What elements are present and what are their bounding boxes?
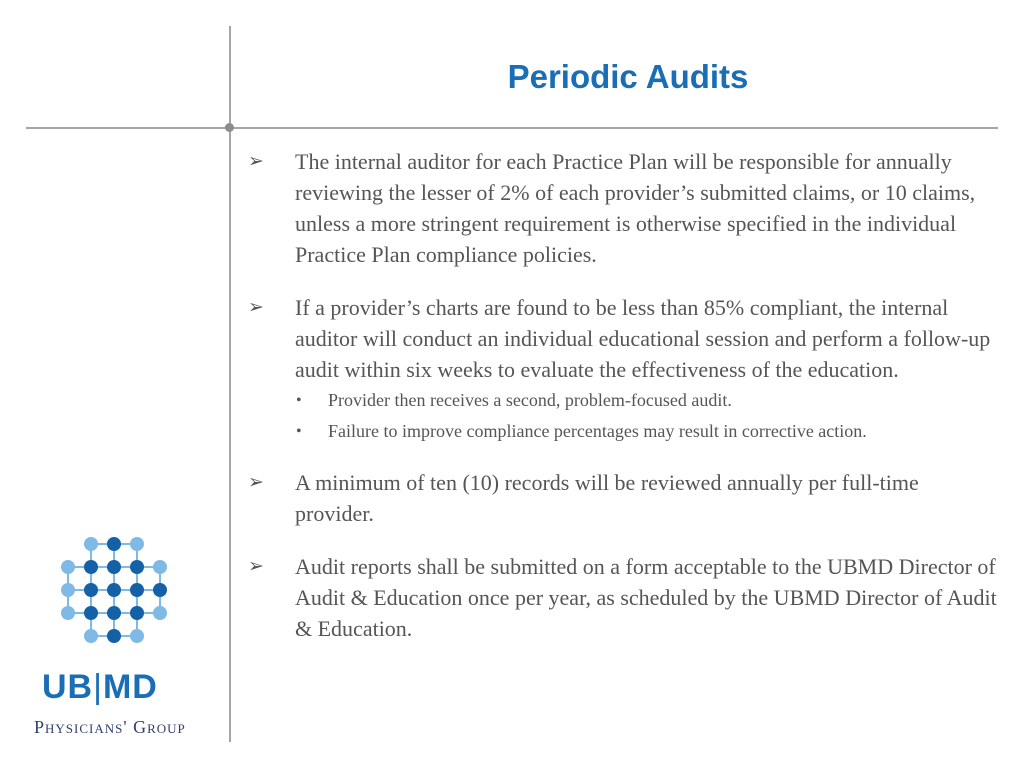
sub-bullet-item	[295, 387, 1003, 414]
logo-dot	[153, 583, 167, 597]
arrow-bullet-icon: ➢	[248, 150, 264, 172]
logo-dot	[84, 606, 98, 620]
sub-bullet-item	[295, 418, 1003, 445]
arrow-bullet-icon: ➢	[248, 471, 264, 493]
arrow-bullet-icon: ➢	[248, 555, 264, 577]
bullet-item	[248, 467, 1003, 529]
wordmark-md: MD	[102, 668, 158, 706]
bullet-item	[248, 292, 1003, 445]
arrow-bullet-icon: ➢	[248, 296, 264, 318]
logo-dot	[130, 560, 144, 574]
logo-dot	[153, 606, 167, 620]
bullet-item	[248, 146, 1003, 270]
logo-dot	[84, 629, 98, 643]
sub-bullet-text: Provider then receives a second, problem-focused audit.	[328, 390, 732, 410]
bullet-text: The internal auditor for each Practice Plan will be responsible for annually reviewing the lesser of 2% of each provider’s submitted claims, or 10 claims, unless a more stringent requirement is otherwise specified in the individual Practice Plan compliance policies.	[295, 149, 976, 267]
bullet-text: Audit reports shall be submitted on a form acceptable to the UBMD Director of Audit & Education once per year, as scheduled by the UBMD Director of Audit & Education.	[295, 554, 997, 641]
logo-dot	[84, 537, 98, 551]
dot-bullet-icon: •	[296, 392, 302, 409]
wordmark-separator: |	[93, 668, 103, 706]
bullet-list	[248, 146, 1003, 666]
logo-dot	[153, 560, 167, 574]
logo-dot	[107, 629, 121, 643]
ubmd-dot-grid-logo-icon	[40, 530, 210, 745]
bullet-text: If a provider’s charts are found to be less than 85% compliant, the internal auditor will conduct an individual educational session and perform a follow-up audit within six weeks to evaluate the effectiveness of the education.	[295, 295, 991, 382]
ubmd-wordmark	[42, 668, 158, 707]
sub-bullet-text: Failure to improve compliance percentages may result in corrective action.	[328, 421, 867, 441]
logo-dot	[130, 629, 144, 643]
dot-bullet-icon: •	[296, 423, 302, 440]
divider-junction-dot	[225, 123, 234, 132]
logo-dot	[61, 583, 75, 597]
physicians-group-label: Physicians' Group	[34, 717, 186, 737]
logo-dot	[130, 583, 144, 597]
logo-dot	[107, 560, 121, 574]
logo-dot	[84, 560, 98, 574]
slide-title: Periodic Audits	[507, 58, 749, 95]
logo-dot	[107, 537, 121, 551]
bullet-item	[248, 551, 1003, 644]
logo-dot	[61, 606, 75, 620]
logo-dot	[130, 606, 144, 620]
vertical-divider	[229, 26, 231, 742]
logo-dot	[107, 583, 121, 597]
bullet-text: A minimum of ten (10) records will be reviewed annually per full-time provider.	[295, 470, 919, 526]
logo-dot	[84, 583, 98, 597]
wordmark-ub: UB	[42, 668, 94, 706]
logo-dot	[107, 606, 121, 620]
logo-dot	[61, 560, 75, 574]
horizontal-divider	[26, 127, 998, 129]
logo-dot	[130, 537, 144, 551]
